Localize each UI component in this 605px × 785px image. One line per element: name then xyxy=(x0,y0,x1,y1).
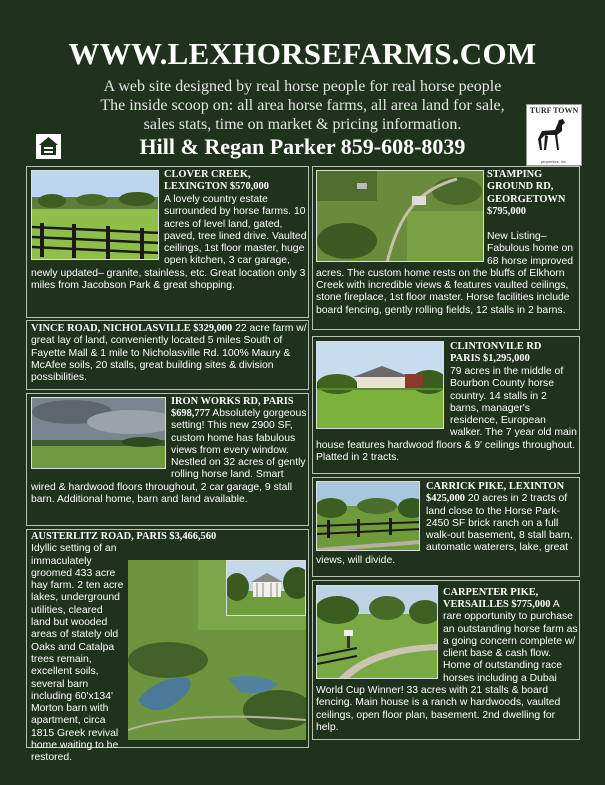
stamping-ground-text: New Listing– Fabulous home on 68 horse improved acres. The custom home rests on the bluffs of Elkhorn Creek with incredible views & features vaulted ceilings, stone fireplace, 1st floor master. Horse facilities include board fencing, gently rolling fields, 12 stalls in 2 barns. xyxy=(316,231,574,316)
tagline-1: A web site designed by real horse people for real horse people xyxy=(103,78,502,95)
clintonville-text: 79 acres in the middle of Bourbon County horse country. 14 stalls in 2 barns, manager's residence, European walker. The 7 year old main house features hardwood floors & 9' ceilings throughout. Platted in 2 tracts. xyxy=(316,366,577,464)
stamping-ground-price: $795,000 xyxy=(487,205,526,217)
clover-creek-text: A lovely country estate surrounded by horse farms. 10 acres of level land, gated, paved, tree lined drive. Vaulted ceilings, 1st floor master, huge open kitchen, 3 car garage, newly updated– granite, stainless, etc. Great location only 3 miles from Jacobson Park & great shopping. xyxy=(31,194,307,292)
clover-creek-header xyxy=(164,169,306,194)
text-wrap-spacer xyxy=(125,559,307,759)
logo-sub: properties, inc. xyxy=(540,159,568,164)
text-wrap-spacer xyxy=(316,481,426,553)
carpenter-pike-header xyxy=(443,587,578,599)
text-wrap-spacer xyxy=(316,366,450,428)
carrick-pike-title: CARRICK PIKE, LEXINTON xyxy=(426,481,565,492)
stamping-ground-title: STAMPING GROUND RD, GEORGETOWN xyxy=(487,169,566,205)
clintonville-header xyxy=(450,341,578,366)
iron-works-header xyxy=(171,396,307,408)
carrick-pike-price: $425,000 xyxy=(426,493,465,505)
website-url[interactable]: WWW.LEXHORSEFARMS.COM xyxy=(68,36,537,71)
iron-works-text: Absolutely gorgeous setting! This new 2900 SF, custom home has fabulous views from every window. Nestled on 32 acres of gently rolling horse land. Smart wired & hardwood floors throughout, 2 car garage, 9 stall barn. Additional home, barn and land available. xyxy=(31,408,307,506)
austerlitz-title: AUSTERLITZ ROAD, PARIS $3,466,560 xyxy=(31,531,217,542)
stamping-ground-header xyxy=(487,169,579,218)
clintonville-price: PARIS $1,295,000 xyxy=(450,353,530,365)
text-wrap-spacer xyxy=(31,194,164,260)
clintonville-description xyxy=(316,366,578,464)
carpenter-pike-price: VERSAILLES $775,000 xyxy=(443,599,551,610)
equal-housing-icon xyxy=(36,134,61,159)
stamping-ground-description xyxy=(316,231,578,317)
text-wrap-spacer xyxy=(316,231,487,262)
turf-town-logo xyxy=(526,104,582,166)
vince-road-description: 22 acre farm w/ great lay of land, conveniently located 5 miles South of Fayette Mall & 1 mile to Nicholasville Rd. 100% Maury & McAfee soils, 20 stalls, great building sites & division possibilities. xyxy=(31,323,307,384)
clover-creek-title: CLOVER CREEK, xyxy=(164,169,251,180)
austerlitz-description xyxy=(31,531,307,765)
iron-works-price: $698,777 xyxy=(171,408,210,419)
contact-line: Hill & Regan Parker 859-608-8039 xyxy=(139,134,466,159)
text-wrap-spacer xyxy=(31,408,171,470)
horse-icon xyxy=(535,117,573,155)
tagline-3: sales stats, time on market & pricing information. xyxy=(143,116,462,133)
carpenter-pike-title: CARPENTER PIKE, xyxy=(443,587,539,598)
carpenter-pike-text: A rare opportunity to purchase an outstanding horse farm as a going concern complete w/ client base & cash flow. Home of outstanding race horses including a Dubai World Cup Winner! 33 acres with 21 stalls & board fencing. Main house is a ranch w hardwoods, vaulted ceilings, open floor plan, basement. 2nd dwelling for help. xyxy=(316,599,578,733)
austerlitz-text-body: Idyllic setting of an immaculately groomed 433 acre hay farm. 2 ten acre lakes, underground utilities, cleared land but wooded areas of stately old Oaks and Catalpa trees remain, excellent soils, several barn including 60'x134' Morton barn with apartment, circa 1815 Greek revival home waiting to be restored. xyxy=(31,543,124,764)
tagline-2: The inside scoop on: all area horse farms, all area land for sale, xyxy=(100,97,505,114)
carrick-pike-text: 20 acres in 2 tracts of land close to the Horse Park- 2450 SF brick ranch on a full walk-out basement, 8 stall barn, automatic waterers, lake, great views, will divide. xyxy=(316,493,573,566)
clover-creek-description xyxy=(31,194,307,292)
clintonville-title: CLINTONVILE RD xyxy=(450,341,542,352)
clover-creek-title-price: LEXINGTON $570,000 xyxy=(164,181,269,193)
text-wrap-spacer xyxy=(316,599,443,681)
iron-works-description xyxy=(31,408,307,506)
logo-name: TURF TOWN xyxy=(529,106,579,115)
carpenter-pike-description xyxy=(316,599,578,734)
iron-works-title: IRON WORKS RD, PARIS xyxy=(171,396,294,407)
carrick-pike-description xyxy=(316,481,578,567)
vince-road-title: VINCE ROAD, NICHOLASVILLE $329,000 xyxy=(31,323,233,334)
vince-road-text xyxy=(31,323,307,384)
